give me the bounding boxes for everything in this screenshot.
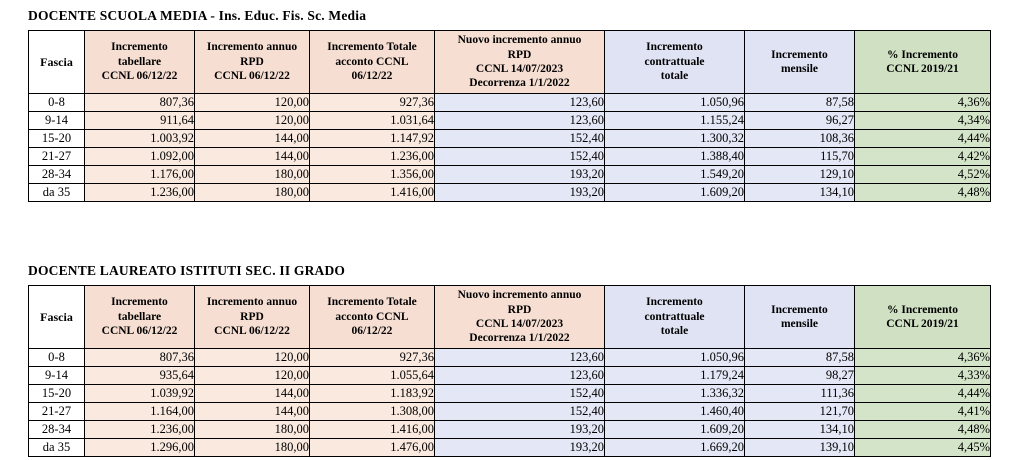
table-block-laureato-sec-ii-grado xyxy=(28,263,990,457)
cell-incremento-totale-acconto: 1.031,64 xyxy=(310,112,435,130)
cell-incremento-mensile: 115,70 xyxy=(745,148,855,166)
cell-percentuale-incremento: 4,48% xyxy=(855,184,991,202)
header-line: totale xyxy=(660,325,689,338)
table-title: DOCENTE LAUREATO ISTITUTI SEC. II GRADO xyxy=(28,263,346,278)
cell-incremento-totale-acconto: 1.476,00 xyxy=(310,439,435,457)
cell-nuovo-incremento-annuo-rpd: 123,60 xyxy=(435,349,605,367)
cell-incremento-mensile: 108,36 xyxy=(745,130,855,148)
cell-incremento-mensile: 134,10 xyxy=(745,421,855,439)
cell-incremento-mensile: 139,10 xyxy=(745,439,855,457)
table-row xyxy=(29,148,991,166)
cell-incremento-totale-acconto: 1.356,00 xyxy=(310,166,435,184)
table-header-row xyxy=(29,31,991,94)
column-header-nuovo-incremento-annuo-rpd xyxy=(435,286,605,349)
cell-fascia: 9-14 xyxy=(29,112,85,130)
header-line: RPD xyxy=(240,310,264,323)
cell-incremento-tabellare: 935,64 xyxy=(85,367,195,385)
cell-incremento-annuo-rpd: 144,00 xyxy=(195,385,310,403)
cell-incremento-mensile: 121,70 xyxy=(745,403,855,421)
cell-incremento-annuo-rpd: 180,00 xyxy=(195,166,310,184)
cell-fascia: 9-14 xyxy=(29,367,85,385)
cell-incremento-annuo-rpd: 120,00 xyxy=(195,367,310,385)
cell-incremento-tabellare: 1.164,00 xyxy=(85,403,195,421)
cell-incremento-tabellare: 1.176,00 xyxy=(85,166,195,184)
cell-nuovo-incremento-annuo-rpd: 193,20 xyxy=(435,421,605,439)
header-line: Incremento Totale xyxy=(327,296,417,309)
header-line: 06/12/22 xyxy=(351,325,393,338)
cell-incremento-tabellare: 807,36 xyxy=(85,349,195,367)
cell-nuovo-incremento-annuo-rpd: 152,40 xyxy=(435,148,605,166)
cell-incremento-tabellare: 1.003,92 xyxy=(85,130,195,148)
cell-incremento-annuo-rpd: 180,00 xyxy=(195,421,310,439)
cell-incremento-contrattuale-totale: 1.179,24 xyxy=(605,367,745,385)
cell-nuovo-incremento-annuo-rpd: 152,40 xyxy=(435,403,605,421)
table-header-row xyxy=(29,286,991,349)
cell-percentuale-incremento: 4,45% xyxy=(855,439,991,457)
cell-fascia: da 35 xyxy=(29,184,85,202)
column-header-incremento-mensile xyxy=(745,31,855,94)
cell-incremento-contrattuale-totale: 1.155,24 xyxy=(605,112,745,130)
header-line: Incremento xyxy=(646,41,703,54)
cell-incremento-totale-acconto: 1.147,92 xyxy=(310,130,435,148)
header-line: Incremento xyxy=(646,296,703,309)
column-header-incremento-mensile xyxy=(745,286,855,349)
header-line: RPD xyxy=(507,48,532,61)
cell-incremento-annuo-rpd: 144,00 xyxy=(195,403,310,421)
cell-percentuale-incremento: 4,52% xyxy=(855,166,991,184)
cell-incremento-totale-acconto: 1.416,00 xyxy=(310,421,435,439)
cell-incremento-mensile: 98,27 xyxy=(745,367,855,385)
header-line: % Incremento xyxy=(886,303,958,316)
cell-incremento-mensile: 111,36 xyxy=(745,385,855,403)
header-line: CCNL 2019/21 xyxy=(886,63,959,75)
cell-incremento-contrattuale-totale: 1.336,32 xyxy=(605,385,745,403)
cell-incremento-annuo-rpd: 120,00 xyxy=(195,112,310,130)
table-title: DOCENTE SCUOLA MEDIA - Ins. Educ. Fis. Sc. Media xyxy=(28,8,367,23)
header-line: CCNL 14/07/2023 xyxy=(475,318,564,330)
cell-incremento-tabellare: 1.236,00 xyxy=(85,184,195,202)
cell-fascia: 0-8 xyxy=(29,349,85,367)
table-row xyxy=(29,421,991,439)
cell-percentuale-incremento: 4,36% xyxy=(855,94,991,112)
header-line: Incremento annuo xyxy=(206,296,298,309)
header-line: % Incremento xyxy=(886,48,958,61)
header-line: acconto CCNL xyxy=(335,55,409,68)
header-line: Incremento Totale xyxy=(327,41,417,54)
column-header-incremento-contrattuale-totale xyxy=(605,286,745,349)
cell-incremento-annuo-rpd: 144,00 xyxy=(195,130,310,148)
cell-nuovo-incremento-annuo-rpd: 123,60 xyxy=(435,367,605,385)
cell-incremento-contrattuale-totale: 1.050,96 xyxy=(605,94,745,112)
cell-incremento-annuo-rpd: 120,00 xyxy=(195,94,310,112)
header-line: Decorrenza 1/1/2022 xyxy=(469,77,570,90)
header-line: mensile xyxy=(780,318,819,330)
cell-incremento-mensile: 96,27 xyxy=(745,112,855,130)
cell-incremento-tabellare: 807,36 xyxy=(85,94,195,112)
cell-nuovo-incremento-annuo-rpd: 193,20 xyxy=(435,184,605,202)
table-row xyxy=(29,166,991,184)
cell-incremento-totale-acconto: 1.416,00 xyxy=(310,184,435,202)
cell-nuovo-incremento-annuo-rpd: 193,20 xyxy=(435,166,605,184)
header-line: Decorrenza 1/1/2022 xyxy=(469,332,570,345)
cell-incremento-annuo-rpd: 144,00 xyxy=(195,148,310,166)
header-line: contrattuale xyxy=(644,55,705,68)
header-line: CCNL 14/07/2023 xyxy=(475,63,564,75)
cell-incremento-totale-acconto: 1.183,92 xyxy=(310,385,435,403)
compensation-table-scuola-media xyxy=(28,30,991,202)
cell-incremento-contrattuale-totale: 1.549,20 xyxy=(605,166,745,184)
table-row xyxy=(29,184,991,202)
column-header-incremento-totale-acconto xyxy=(310,31,435,94)
cell-nuovo-incremento-annuo-rpd: 193,20 xyxy=(435,439,605,457)
header-line: Fascia xyxy=(40,309,73,324)
column-header-incremento-contrattuale-totale xyxy=(605,31,745,94)
cell-incremento-tabellare: 911,64 xyxy=(85,112,195,130)
cell-incremento-mensile: 134,10 xyxy=(745,184,855,202)
column-header-incremento-annuo-rpd xyxy=(195,31,310,94)
cell-percentuale-incremento: 4,42% xyxy=(855,148,991,166)
header-line: CCNL 06/12/22 xyxy=(101,325,178,338)
cell-incremento-totale-acconto: 1.236,00 xyxy=(310,148,435,166)
cell-incremento-tabellare: 1.296,00 xyxy=(85,439,195,457)
table-block-scuola-media xyxy=(28,8,990,202)
column-header-fascia xyxy=(29,286,85,349)
cell-incremento-totale-acconto: 927,36 xyxy=(310,349,435,367)
header-line: tabellare xyxy=(117,55,162,68)
cell-fascia: 21-27 xyxy=(29,403,85,421)
cell-incremento-annuo-rpd: 180,00 xyxy=(195,439,310,457)
cell-fascia: 28-34 xyxy=(29,166,85,184)
header-line: Fascia xyxy=(40,54,73,69)
table-row xyxy=(29,112,991,130)
column-header-incremento-totale-acconto xyxy=(310,286,435,349)
cell-incremento-totale-acconto: 927,36 xyxy=(310,94,435,112)
cell-percentuale-incremento: 4,33% xyxy=(855,367,991,385)
header-line: CCNL 06/12/22 xyxy=(101,70,178,83)
cell-incremento-tabellare: 1.039,92 xyxy=(85,385,195,403)
header-line: RPD xyxy=(507,303,532,316)
cell-incremento-mensile: 87,58 xyxy=(745,94,855,112)
cell-percentuale-incremento: 4,44% xyxy=(855,130,991,148)
column-header-incremento-tabellare xyxy=(85,31,195,94)
column-header-percentuale-incremento xyxy=(855,286,991,349)
column-header-fascia xyxy=(29,31,85,94)
cell-nuovo-incremento-annuo-rpd: 152,40 xyxy=(435,130,605,148)
cell-percentuale-incremento: 4,44% xyxy=(855,385,991,403)
table-row xyxy=(29,439,991,457)
header-line: CCNL 06/12/22 xyxy=(214,70,290,83)
header-line: Incremento xyxy=(771,303,828,316)
column-header-incremento-annuo-rpd xyxy=(195,286,310,349)
cell-incremento-annuo-rpd: 180,00 xyxy=(195,184,310,202)
cell-fascia: 15-20 xyxy=(29,385,85,403)
header-line: CCNL 06/12/22 xyxy=(214,325,290,338)
cell-percentuale-incremento: 4,36% xyxy=(855,349,991,367)
header-line: RPD xyxy=(240,55,264,68)
cell-incremento-contrattuale-totale: 1.050,96 xyxy=(605,349,745,367)
column-header-incremento-tabellare xyxy=(85,286,195,349)
cell-percentuale-incremento: 4,34% xyxy=(855,112,991,130)
compensation-table-laureato-sec-ii-grado xyxy=(28,285,991,457)
header-line: acconto CCNL xyxy=(335,310,409,323)
header-line: mensile xyxy=(780,63,819,75)
cell-percentuale-incremento: 4,48% xyxy=(855,421,991,439)
header-line: CCNL 2019/21 xyxy=(886,318,959,330)
cell-incremento-mensile: 87,58 xyxy=(745,349,855,367)
cell-fascia: da 35 xyxy=(29,439,85,457)
header-line: tabellare xyxy=(117,310,162,323)
cell-incremento-mensile: 129,10 xyxy=(745,166,855,184)
cell-nuovo-incremento-annuo-rpd: 123,60 xyxy=(435,94,605,112)
cell-incremento-contrattuale-totale: 1.609,20 xyxy=(605,184,745,202)
cell-percentuale-incremento: 4,41% xyxy=(855,403,991,421)
table-row xyxy=(29,94,991,112)
cell-nuovo-incremento-annuo-rpd: 152,40 xyxy=(435,385,605,403)
cell-incremento-tabellare: 1.236,00 xyxy=(85,421,195,439)
cell-incremento-contrattuale-totale: 1.460,40 xyxy=(605,403,745,421)
cell-fascia: 28-34 xyxy=(29,421,85,439)
cell-nuovo-incremento-annuo-rpd: 123,60 xyxy=(435,112,605,130)
table-row xyxy=(29,367,991,385)
cell-incremento-annuo-rpd: 120,00 xyxy=(195,349,310,367)
header-line: Incremento xyxy=(111,296,168,309)
table-row xyxy=(29,403,991,421)
column-header-nuovo-incremento-annuo-rpd xyxy=(435,31,605,94)
header-line: Incremento xyxy=(771,48,828,61)
cell-incremento-tabellare: 1.092,00 xyxy=(85,148,195,166)
header-line: Incremento annuo xyxy=(206,41,298,54)
header-line: Nuovo incremento annuo xyxy=(457,34,582,47)
column-header-percentuale-incremento xyxy=(855,31,991,94)
table-row xyxy=(29,349,991,367)
table-row xyxy=(29,130,991,148)
cell-fascia: 15-20 xyxy=(29,130,85,148)
cell-incremento-totale-acconto: 1.055,64 xyxy=(310,367,435,385)
cell-incremento-contrattuale-totale: 1.669,20 xyxy=(605,439,745,457)
cell-fascia: 21-27 xyxy=(29,148,85,166)
table-row xyxy=(29,385,991,403)
header-line: totale xyxy=(660,70,689,83)
header-line: contrattuale xyxy=(644,310,705,323)
header-line: Nuovo incremento annuo xyxy=(457,289,582,302)
cell-incremento-contrattuale-totale: 1.388,40 xyxy=(605,148,745,166)
cell-incremento-contrattuale-totale: 1.300,32 xyxy=(605,130,745,148)
header-line: Incremento xyxy=(111,41,168,54)
header-line: 06/12/22 xyxy=(351,70,393,83)
cell-incremento-totale-acconto: 1.308,00 xyxy=(310,403,435,421)
cell-incremento-contrattuale-totale: 1.609,20 xyxy=(605,421,745,439)
cell-fascia: 0-8 xyxy=(29,94,85,112)
